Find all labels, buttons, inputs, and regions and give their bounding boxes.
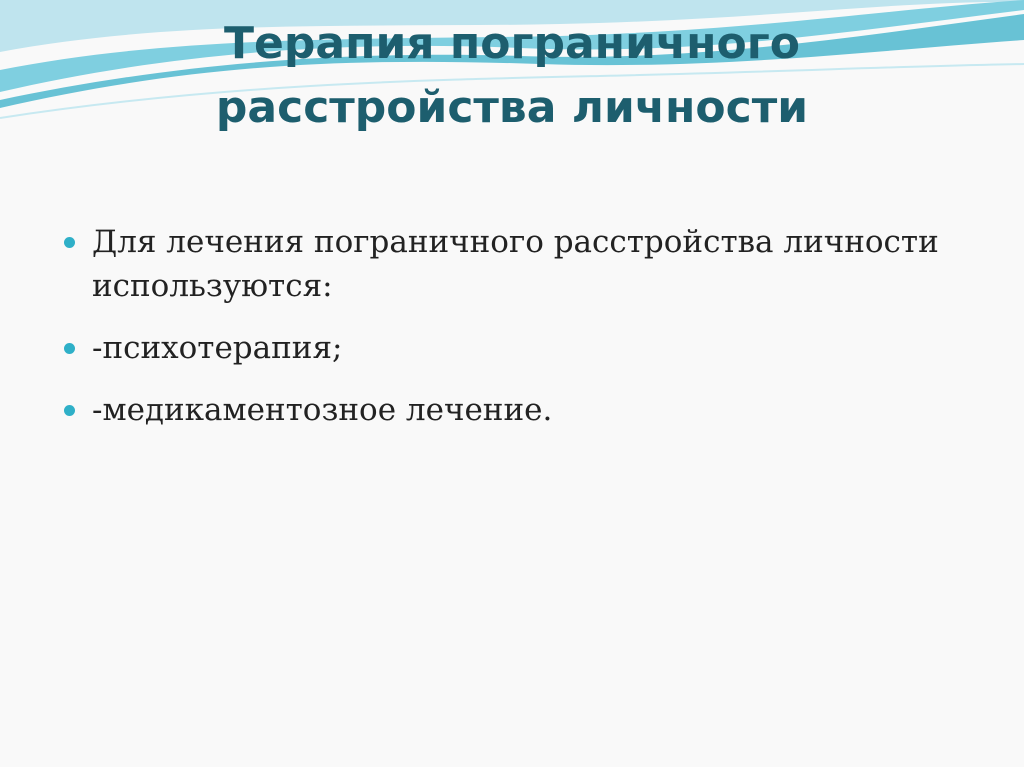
list-item-text: Для лечения пограничного расстройства личности используются: — [92, 224, 939, 304]
slide-title — [0, 12, 1024, 140]
slide-title-line-2: расстройства личности — [215, 82, 809, 133]
slide-title-line-1: Терапия пограничного — [224, 18, 800, 69]
list-item — [64, 388, 984, 432]
bullet-dot-icon — [64, 237, 75, 248]
bullet-dot-icon — [64, 343, 75, 354]
bullet-list — [64, 220, 984, 450]
list-item — [64, 220, 984, 308]
bullet-dot-icon — [64, 405, 75, 416]
list-item-text: -психотерапия; — [92, 330, 343, 366]
list-item — [64, 326, 984, 370]
list-item-text: -медикаментозное лечение. — [92, 392, 553, 428]
